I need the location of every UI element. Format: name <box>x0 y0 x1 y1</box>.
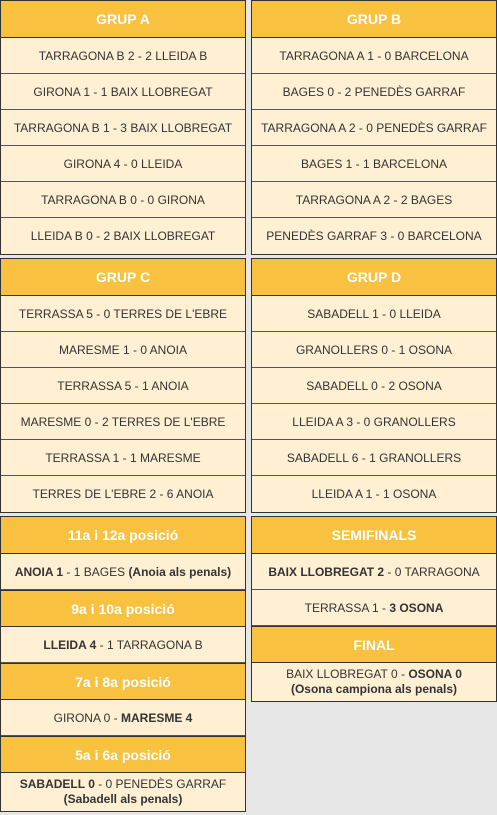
penalty-note: (Anoia als penals) <box>128 565 232 579</box>
penalty-note: (Osona campiona als penals) <box>290 682 458 696</box>
match-row: TARRAGONA B 2 - 2 LLEIDA B <box>1 38 245 74</box>
match-row: SABADELL 1 - 0 LLEIDA <box>252 296 496 332</box>
match-rest: - 1 BAGES <box>63 565 129 579</box>
match-row: TARRAGONA A 2 - 0 PENEDÈS GARRAF <box>252 110 496 146</box>
semifinals-title: SEMIFINALS <box>252 517 496 554</box>
group-a-title: GRUP A <box>1 1 245 38</box>
match-row: TARRAGONA A 2 - 2 BAGES <box>252 182 496 218</box>
placement-9-10-result <box>1 627 245 663</box>
match-row: TERRASSA 1 - 1 MARESME <box>1 440 245 476</box>
semifinal-1-result <box>252 554 496 590</box>
group-b <box>251 0 497 255</box>
match-row: TERRASSA 5 - 1 ANOIA <box>1 368 245 404</box>
group-d <box>251 258 497 513</box>
match-row: GRANOLLERS 0 - 1 OSONA <box>252 332 496 368</box>
winner-score: SABADELL 0 <box>19 777 95 791</box>
group-c-title: GRUP C <box>1 259 245 296</box>
left-column <box>0 0 246 815</box>
winner-score: 3 OSONA <box>389 601 444 615</box>
winner-score: ANOIA 1 <box>14 565 64 579</box>
placement-5-6-title: 5a i 6a posició <box>1 736 245 773</box>
match-row: TERRES DE L'EBRE 2 - 6 ANOIA <box>1 476 245 512</box>
group-d-title: GRUP D <box>252 259 496 296</box>
winner-score: OSONA 0 <box>408 667 462 681</box>
match-rest: BAIX LLOBREGAT 0 - <box>286 667 409 681</box>
match-row: TERRASSA 5 - 0 TERRES DE L'EBRE <box>1 296 245 332</box>
group-a <box>0 0 246 255</box>
match-row: LLEIDA A 1 - 1 OSONA <box>252 476 496 512</box>
match-row: GIRONA 4 - 0 LLEIDA <box>1 146 245 182</box>
match-row: LLEIDA A 3 - 0 GRANOLLERS <box>252 404 496 440</box>
winner-score: MARESME 4 <box>121 711 193 725</box>
match-row: BAGES 1 - 1 BARCELONA <box>252 146 496 182</box>
final-result <box>252 663 496 701</box>
match-row: SABADELL 6 - 1 GRANOLLERS <box>252 440 496 476</box>
placement-matches <box>0 516 246 812</box>
semifinal-2-result <box>252 590 496 626</box>
match-row: LLEIDA B 0 - 2 BAIX LLOBREGAT <box>1 218 245 254</box>
match-rest: GIRONA 0 - <box>53 711 121 725</box>
match-row: MARESME 1 - 0 ANOIA <box>1 332 245 368</box>
group-c <box>0 258 246 513</box>
winner-score: BAIX LLOBREGAT 2 <box>268 565 385 579</box>
match-row: BAGES 0 - 2 PENEDÈS GARRAF <box>252 74 496 110</box>
final-title: FINAL <box>252 626 496 663</box>
right-column <box>251 0 497 705</box>
match-row: TARRAGONA A 1 - 0 BARCELONA <box>252 38 496 74</box>
match-rest: TERRASSA 1 - <box>304 601 390 615</box>
placement-11-12-result <box>1 554 245 590</box>
placement-7-8-result <box>1 700 245 736</box>
match-row: TARRAGONA B 1 - 3 BAIX LLOBREGAT <box>1 110 245 146</box>
winner-score: LLEIDA 4 <box>43 638 97 652</box>
knockout-matches <box>251 516 497 702</box>
match-rest: - 1 TARRAGONA B <box>96 638 203 652</box>
group-b-title: GRUP B <box>252 1 496 38</box>
placement-7-8-title: 7a i 8a posició <box>1 663 245 700</box>
match-row: MARESME 0 - 2 TERRES DE L'EBRE <box>1 404 245 440</box>
placement-11-12-title: 11a i 12a posició <box>1 517 245 554</box>
penalty-note: (Sabadell als penals) <box>63 792 183 806</box>
match-row: TARRAGONA B 0 - 0 GIRONA <box>1 182 245 218</box>
match-row: PENEDÈS GARRAF 3 - 0 BARCELONA <box>252 218 496 254</box>
match-rest: - 0 TARRAGONA <box>384 565 480 579</box>
match-row: GIRONA 1 - 1 BAIX LLOBREGAT <box>1 74 245 110</box>
placement-5-6-result <box>1 773 245 811</box>
placement-9-10-title: 9a i 10a posició <box>1 590 245 627</box>
match-row: SABADELL 0 - 2 OSONA <box>252 368 496 404</box>
match-rest: - 0 PENEDÈS GARRAF <box>94 777 227 791</box>
